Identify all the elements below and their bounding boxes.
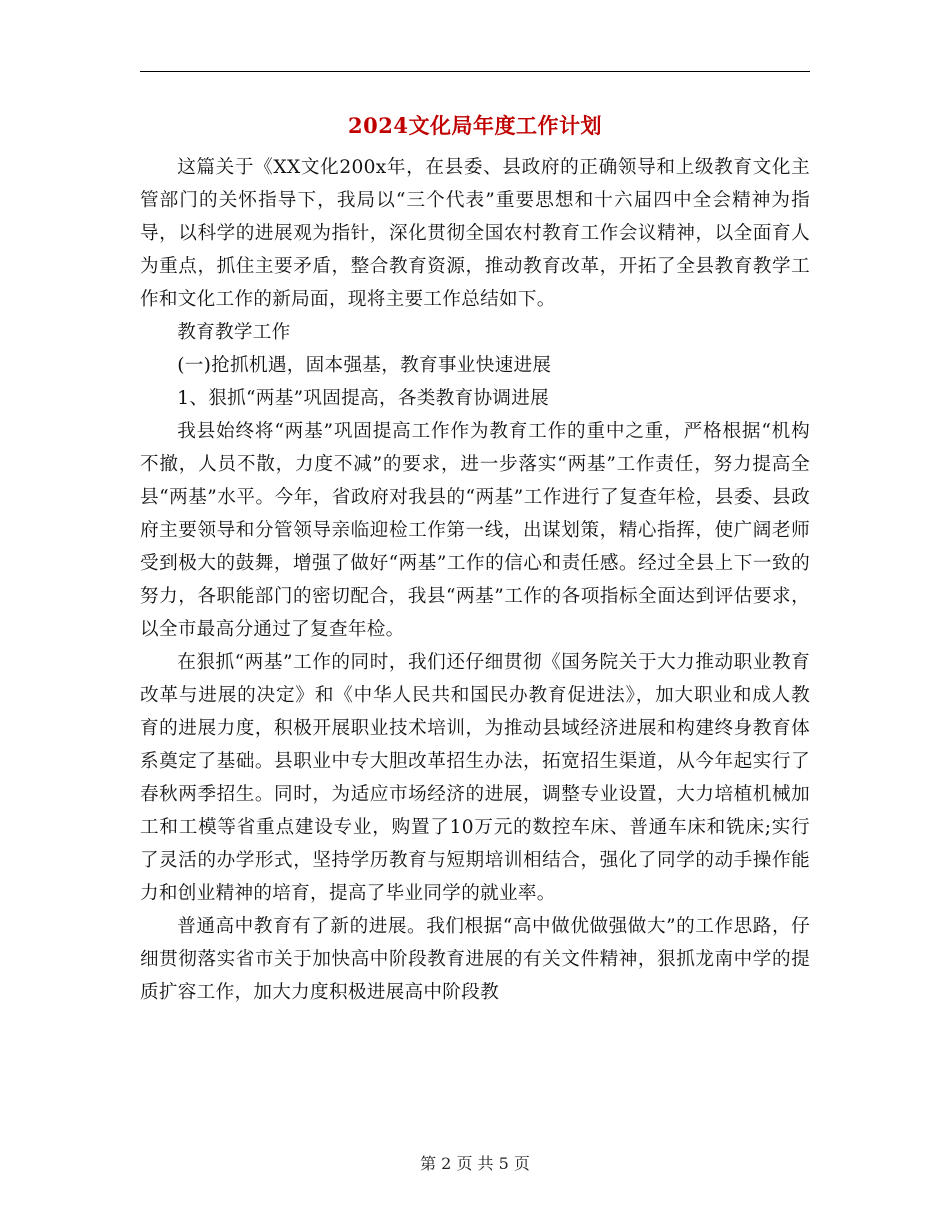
section-heading: 教育教学工作 xyxy=(177,322,291,343)
document-title: 2024文化局年度工作计划 xyxy=(348,113,602,138)
header-rule xyxy=(140,71,810,72)
subsection-heading: (一)抢抓机遇，固本强基，教育事业快速进展 xyxy=(177,355,552,376)
paragraph-vocational: 在狠抓“两基”工作的同时，我们还仔细贯彻《国务院关于大力推动职业教育改革与进展的决定》和《中华人民共和国民办教育促进法》，加大职业和成人教育的进展力度，积极开展职业技术培训，为推动县域经济进展和构建终身教育体系奠定了基础。县职业中专大胆改革招生办法，拓宽招生渠道，从今年起实行了春秋两季招生。同时，为适应市场经济的进展，调整专业设置，大力培植机械加工和工模等省重点建设专业，购置了10万元的数控车床、普通车床和铣床;实行了灵活的办学形式，坚持学历教育与短期培训相结合，强化了同学的动手操作能力和创业精神的培育，提高了毕业同学的就业率。 xyxy=(140,652,810,904)
paragraph-liangji: 我县始终将“两基”巩固提高工作作为教育工作的重中之重，严格根据“机构不撤，人员不散，力度不减”的要求，进一步落实“两基”工作责任，努力提高全县“两基”水平。今年，省政府对我县的“两基”工作进行了复查年检，县委、县政府主要领导和分管领导亲临迎检工作第一线，出谋划策，精心指挥，使广阔老师受到极大的鼓舞，增强了做好“两基”工作的信心和责任感。经过全县上下一致的努力，各职能部门的密切配合，我县“两基”工作的各项指标全面达到评估要求，以全市最高分通过了复查年检。 xyxy=(140,421,810,640)
item-heading: 1、狠抓“两基”巩固提高，各类教育协调进展 xyxy=(177,388,550,409)
paragraph-intro: 这篇关于《XX文化200x年，在县委、县政府的正确领导和上级教育文化主管部门的关怀指导下，我局以“三个代表”重要思想和十六届四中全会精神为指导，以科学的进展观为指针，深化贯彻全国农村教育工作会议精神，以全面育人为重点，抓住主要矛盾，整合教育资源，推动教育改革，开拓了全县教育教学工作和文化工作的新局面，现将主要工作总结如下。 xyxy=(140,157,810,310)
page-footer: 第 2 页 共 5 页 xyxy=(420,1154,530,1173)
paragraph-highschool: 普通高中教育有了新的进展。我们根据“高中做优做强做大”的工作思路，仔细贯彻落实省市关于加快高中阶段教育进展的有关文件精神，狠抓龙南中学的提质扩容工作，加大力度积极进展高中阶段教 xyxy=(140,916,810,1003)
document-body xyxy=(140,151,810,1009)
